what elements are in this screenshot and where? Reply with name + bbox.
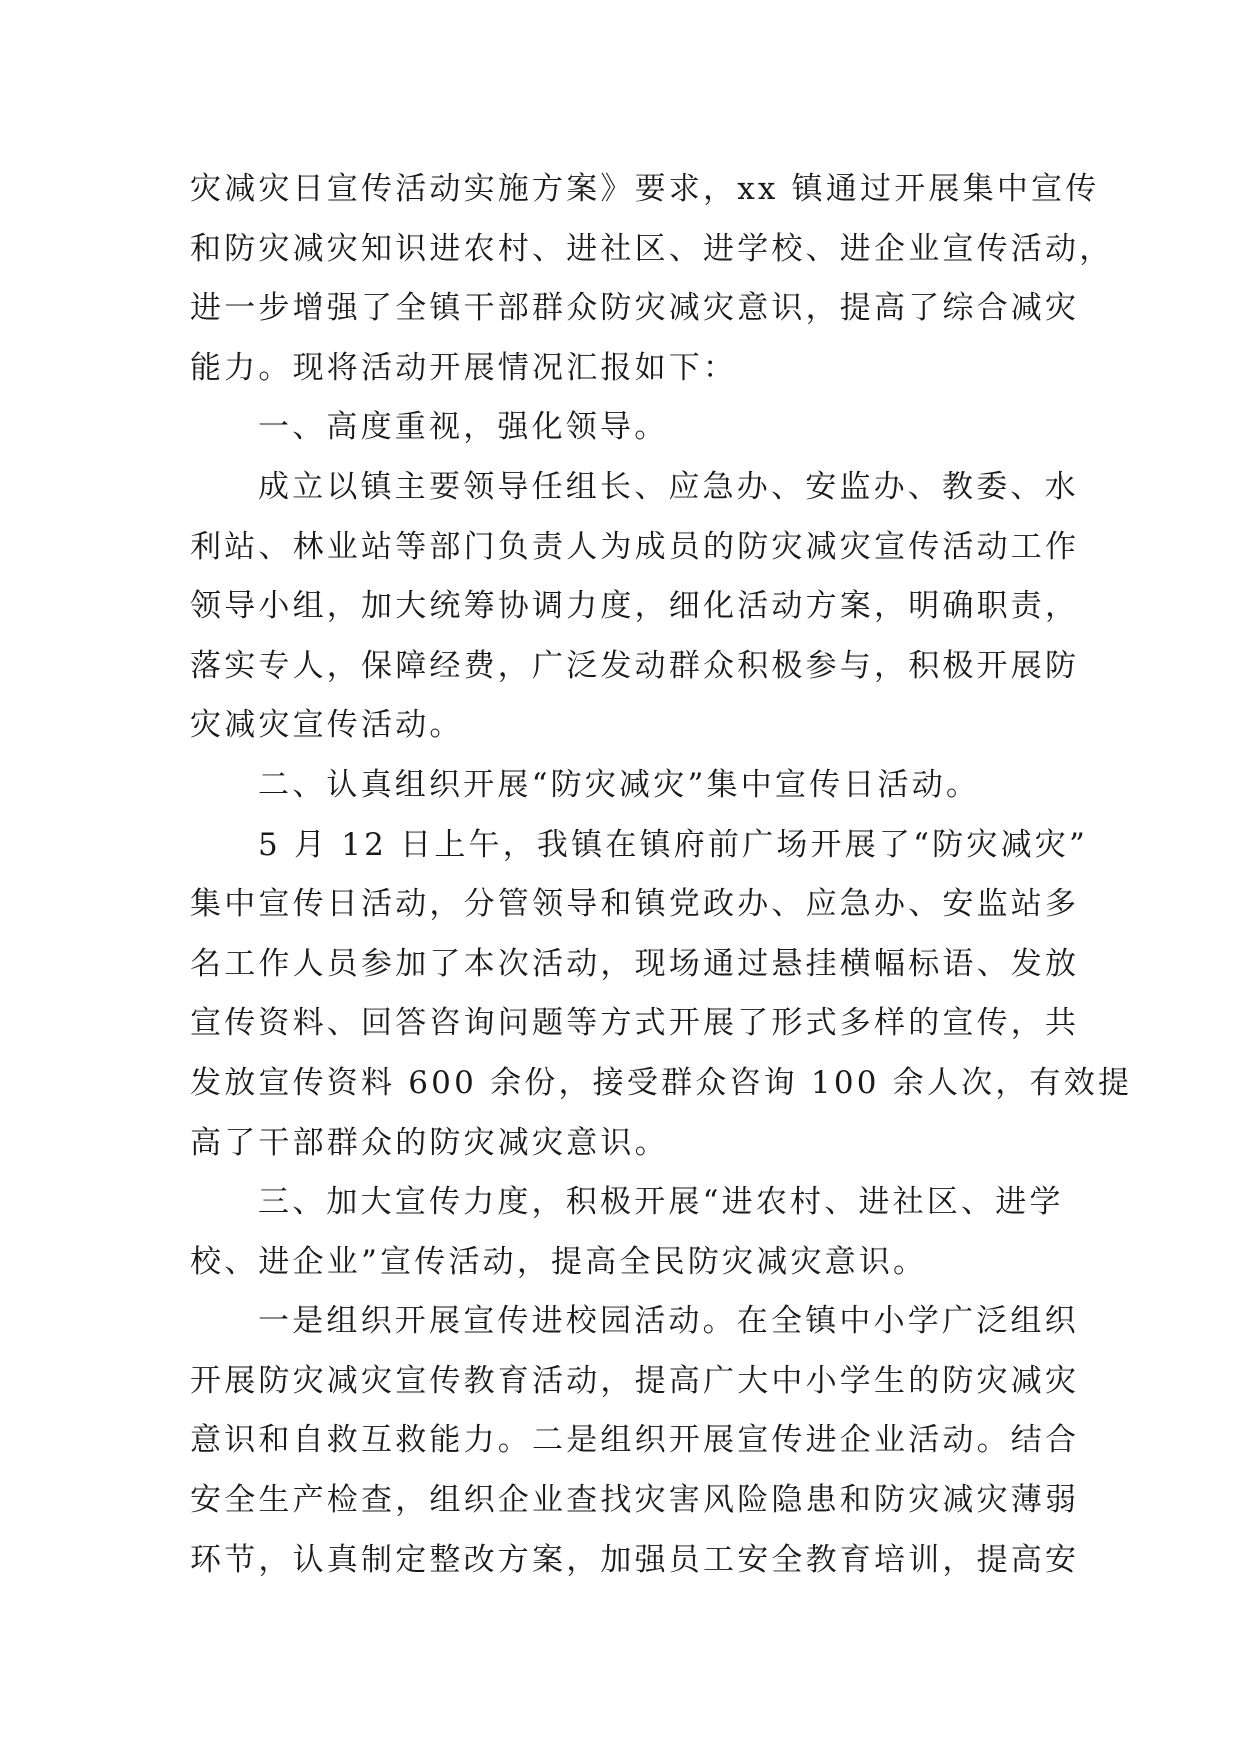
text-line: 和防灾减灾知识进农村、进社区、进学校、进企业宣传活动， (190, 230, 1114, 267)
section-heading: 一、高度重视，强化领导。 (258, 409, 669, 446)
section-heading: 三、加大宣传力度，积极开展“进农村、进社区、进学 (258, 1184, 1064, 1221)
text-line: 安全生产检查，组织企业查找灾害风险隐患和防灾减灾薄弱 (190, 1482, 1080, 1519)
text-line: 5 月 12 日上午，我镇在镇府前广场开展了“防灾减灾” (258, 826, 1089, 863)
text-line: 高了干部群众的防灾减灾意识。 (190, 1124, 669, 1161)
text-line: 名工作人员参加了本次活动，现场通过悬挂横幅标语、发放 (190, 945, 1080, 982)
text-line: 能力。现将活动开展情况汇报如下： (190, 349, 738, 386)
text-line: 发放宣传资料 600 余份，接受群众咨询 100 余人次，有效提 (190, 1064, 1133, 1101)
text-line: 进一步增强了全镇干部群众防灾减灾意识，提高了综合减灾 (190, 290, 1080, 327)
text-line: 领导小组，加大统筹协调力度，细化活动方案，明确职责， (190, 588, 1080, 625)
section-heading: 校、进企业”宣传活动，提高全民防灾减灾意识。 (190, 1243, 928, 1280)
text-line: 集中宣传日活动，分管领导和镇党政办、应急办、安监站多 (190, 886, 1080, 923)
text-line: 落实专人，保障经费，广泛发动群众积极参与，积极开展防 (190, 647, 1080, 684)
document-body (190, 160, 1133, 1590)
text-line: 开展防灾减灾宣传教育活动，提高广大中小学生的防灾减灾 (190, 1362, 1080, 1399)
text-line: 利站、林业站等部门负责人为成员的防灾减灾宣传活动工作 (190, 528, 1080, 565)
text-line: 宣传资料、回答咨询问题等方式开展了形式多样的宣传，共 (190, 1005, 1080, 1042)
text-line: 意识和自救互救能力。二是组织开展宣传进企业活动。结合 (190, 1422, 1080, 1459)
text-line: 成立以镇主要领导任组长、应急办、安监办、教委、水 (258, 468, 1079, 505)
text-line: 灾减灾宣传活动。 (190, 707, 464, 744)
text-line: 灾减灾日宣传活动实施方案》要求，xx 镇通过开展集中宣传 (190, 171, 1100, 207)
text-line: 环节，认真制定整改方案，加强员工安全教育培训，提高安 (190, 1541, 1080, 1578)
text-line: 一是组织开展宣传进校园活动。在全镇中小学广泛组织 (258, 1303, 1079, 1340)
section-heading: 二、认真组织开展“防灾减灾”集中宣传日活动。 (258, 766, 981, 803)
